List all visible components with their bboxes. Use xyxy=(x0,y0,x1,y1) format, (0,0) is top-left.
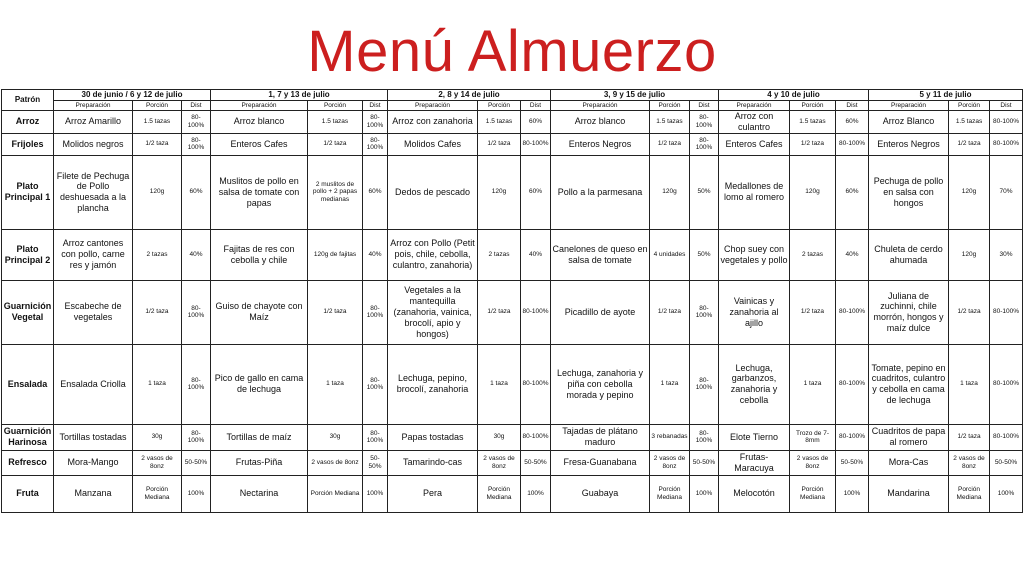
preparacion-cell: Medallones de lomo al romero xyxy=(719,155,790,229)
week-header: 30 de junio / 6 y 12 de julio xyxy=(54,90,211,101)
porcion-header: Porción xyxy=(478,101,521,111)
dist-cell: 80-100% xyxy=(990,133,1023,155)
porcion-header: Porción xyxy=(650,101,690,111)
dist-cell: 40% xyxy=(363,229,388,280)
porcion-cell: 1/2 taza xyxy=(308,133,363,155)
dist-cell: 100% xyxy=(182,475,211,512)
row-label: Plato Principal 2 xyxy=(2,229,54,280)
preparacion-cell: Tortillas de maíz xyxy=(211,424,308,450)
dist-cell: 80-100% xyxy=(990,424,1023,450)
porcion-cell: 30g xyxy=(133,424,182,450)
dist-cell: 80-100% xyxy=(836,344,869,424)
row-label: Fruta xyxy=(2,475,54,512)
menu-table xyxy=(1,89,1023,513)
preparacion-cell: Lechuga, zanahoria y piña con cebolla morada y pepino xyxy=(551,344,650,424)
page-title: Menú Almuerzo xyxy=(307,19,717,84)
porcion-cell: Porción Mediana xyxy=(478,475,521,512)
preparacion-cell: Melocotón xyxy=(719,475,790,512)
dist-cell: 60% xyxy=(521,155,551,229)
row-label: Arroz xyxy=(2,111,54,134)
preparacion-cell: Enteros Negros xyxy=(551,133,650,155)
preparacion-cell: Filete de Pechuga de Pollo deshuesada a la plancha xyxy=(54,155,133,229)
preparacion-cell: Enteros Cafes xyxy=(719,133,790,155)
dist-cell: 80-100% xyxy=(363,111,388,134)
porcion-cell: 1.5 tazas xyxy=(949,111,990,134)
preparacion-cell: Vegetales a la mantequilla (zanahoria, vainica, brocolí, apio y hongos) xyxy=(388,280,478,344)
row-label: Refresco xyxy=(2,450,54,475)
dist-cell: 60% xyxy=(182,155,211,229)
porcion-cell: 1/2 taza xyxy=(308,280,363,344)
porcion-cell: 4 unidades xyxy=(650,229,690,280)
dist-cell: 80-100% xyxy=(182,344,211,424)
column-header-row xyxy=(2,101,1023,111)
preparacion-cell: Molidos Cafes xyxy=(388,133,478,155)
porcion-cell: 2 vasos de 8onz xyxy=(949,450,990,475)
dist-cell: 80-100% xyxy=(690,280,719,344)
dist-cell: 80-100% xyxy=(363,133,388,155)
dist-header: Dist xyxy=(363,101,388,111)
preparacion-cell: Juliana de zuchinni, chile morrón, hongos y maíz dulce xyxy=(869,280,949,344)
porcion-cell: 1/2 taza xyxy=(478,280,521,344)
dist-cell: 60% xyxy=(836,111,869,134)
dist-cell: 80-100% xyxy=(836,424,869,450)
porcion-cell: Porción Mediana xyxy=(949,475,990,512)
dist-header: Dist xyxy=(182,101,211,111)
dist-cell: 100% xyxy=(363,475,388,512)
preparacion-cell: Fajitas de res con cebolla y chile xyxy=(211,229,308,280)
dist-cell: 60% xyxy=(836,155,869,229)
porcion-cell: 1 taza xyxy=(133,344,182,424)
dist-cell: 80-100% xyxy=(690,344,719,424)
dist-cell: 80-100% xyxy=(182,280,211,344)
preparacion-cell: Pechuga de pollo en salsa con hongos xyxy=(869,155,949,229)
menu-row xyxy=(2,344,1023,424)
dist-cell: 40% xyxy=(182,229,211,280)
week-header: 3, 9 y 15 de julio xyxy=(551,90,719,101)
dist-cell: 80-100% xyxy=(521,424,551,450)
preparacion-cell: Arroz blanco xyxy=(211,111,308,134)
preparacion-cell: Frutas-Piña xyxy=(211,450,308,475)
porcion-cell: 1/2 taza xyxy=(790,133,836,155)
preparacion-cell: Mora-Mango xyxy=(54,450,133,475)
porcion-cell: 120g xyxy=(133,155,182,229)
dist-cell: 70% xyxy=(990,155,1023,229)
dist-cell: 50-50% xyxy=(690,450,719,475)
preparacion-cell: Pera xyxy=(388,475,478,512)
dist-cell: 100% xyxy=(521,475,551,512)
dist-header: Dist xyxy=(836,101,869,111)
porcion-cell: 1/2 taza xyxy=(133,133,182,155)
week-header: 5 y 11 de julio xyxy=(869,90,1023,101)
dist-cell: 80-100% xyxy=(690,111,719,134)
porcion-cell: 1/2 taza xyxy=(949,133,990,155)
porcion-cell: Porción Mediana xyxy=(790,475,836,512)
preparacion-header: Preparación xyxy=(869,101,949,111)
porcion-cell: 1/2 taza xyxy=(790,280,836,344)
week-header-row xyxy=(2,90,1023,101)
porcion-cell: 1.5 tazas xyxy=(478,111,521,134)
dist-header: Dist xyxy=(990,101,1023,111)
porcion-cell: 120g xyxy=(790,155,836,229)
preparacion-header: Preparación xyxy=(388,101,478,111)
porcion-cell: Trozo de 7-8mm xyxy=(790,424,836,450)
porcion-cell: 30g xyxy=(308,424,363,450)
patron-header: Patrón xyxy=(2,90,54,111)
preparacion-cell: Pico de gallo en cama de lechuga xyxy=(211,344,308,424)
preparacion-cell: Canelones de queso en salsa de tomate xyxy=(551,229,650,280)
row-label: Frijoles xyxy=(2,133,54,155)
preparacion-cell: Picadillo de ayote xyxy=(551,280,650,344)
dist-cell: 50% xyxy=(690,229,719,280)
preparacion-cell: Enteros Negros xyxy=(869,133,949,155)
porcion-cell: 1 taza xyxy=(308,344,363,424)
dist-cell: 80-100% xyxy=(521,344,551,424)
dist-cell: 100% xyxy=(836,475,869,512)
preparacion-cell: Tajadas de plátano maduro xyxy=(551,424,650,450)
preparacion-cell: Tamarindo-cas xyxy=(388,450,478,475)
preparacion-cell: Ensalada Criolla xyxy=(54,344,133,424)
dist-cell: 50-50% xyxy=(182,450,211,475)
week-header: 4 y 10 de julio xyxy=(719,90,869,101)
porcion-cell: 1/2 taza xyxy=(949,280,990,344)
dist-cell: 50-50% xyxy=(990,450,1023,475)
preparacion-cell: Arroz con zanahoria xyxy=(388,111,478,134)
dist-cell: 60% xyxy=(363,155,388,229)
dist-cell: 30% xyxy=(990,229,1023,280)
porcion-cell: 1 taza xyxy=(790,344,836,424)
dist-cell: 80-100% xyxy=(990,111,1023,134)
dist-cell: 100% xyxy=(690,475,719,512)
dist-cell: 50-50% xyxy=(363,450,388,475)
porcion-cell: 2 tazas xyxy=(478,229,521,280)
row-label: Plato Principal 1 xyxy=(2,155,54,229)
preparacion-cell: Arroz con Pollo (Petit pois, chile, cebolla, culantro, zanahoria) xyxy=(388,229,478,280)
preparacion-cell: Cuadritos de papa al romero xyxy=(869,424,949,450)
porcion-cell: 1 taza xyxy=(949,344,990,424)
porcion-cell: 2 vasos de 8onz xyxy=(478,450,521,475)
porcion-cell: 120g de fajitas xyxy=(308,229,363,280)
porcion-cell: Porción Mediana xyxy=(650,475,690,512)
porcion-cell: 1.5 tazas xyxy=(650,111,690,134)
preparacion-cell: Papas tostadas xyxy=(388,424,478,450)
menu-row xyxy=(2,111,1023,134)
porcion-cell: 120g xyxy=(478,155,521,229)
dist-cell: 100% xyxy=(990,475,1023,512)
porcion-cell: Porción Mediana xyxy=(308,475,363,512)
porcion-cell: 1.5 tazas xyxy=(308,111,363,134)
preparacion-header: Preparación xyxy=(54,101,133,111)
dist-cell: 80-100% xyxy=(182,111,211,134)
preparacion-cell: Dedos de pescado xyxy=(388,155,478,229)
porcion-cell: 2 tazas xyxy=(790,229,836,280)
preparacion-cell: Guabaya xyxy=(551,475,650,512)
porcion-cell: 2 muslitos de pollo + 2 papas medianas xyxy=(308,155,363,229)
dist-cell: 80-100% xyxy=(690,424,719,450)
preparacion-header: Preparación xyxy=(211,101,308,111)
dist-cell: 40% xyxy=(521,229,551,280)
preparacion-cell: Elote Tierno xyxy=(719,424,790,450)
dist-cell: 80-100% xyxy=(182,424,211,450)
porcion-cell: 2 vasos de 8onz xyxy=(650,450,690,475)
preparacion-cell: Escabeche de vegetales xyxy=(54,280,133,344)
dist-header: Dist xyxy=(690,101,719,111)
preparacion-cell: Lechuga, garbanzos, zanahoria y cebolla xyxy=(719,344,790,424)
porcion-cell: 1/2 taza xyxy=(949,424,990,450)
preparacion-header: Preparación xyxy=(551,101,650,111)
porcion-cell: 1 taza xyxy=(650,344,690,424)
preparacion-cell: Muslitos de pollo en salsa de tomate con papas xyxy=(211,155,308,229)
porcion-header: Porción xyxy=(949,101,990,111)
preparacion-cell: Mora-Cas xyxy=(869,450,949,475)
row-label: Guarnición Harinosa xyxy=(2,424,54,450)
dist-cell: 80-100% xyxy=(182,133,211,155)
porcion-header: Porción xyxy=(133,101,182,111)
menu-row xyxy=(2,280,1023,344)
preparacion-cell: Manzana xyxy=(54,475,133,512)
porcion-cell: Porción Mediana xyxy=(133,475,182,512)
dist-cell: 60% xyxy=(521,111,551,134)
preparacion-cell: Guiso de chayote con Maíz xyxy=(211,280,308,344)
preparacion-cell: Vainicas y zanahoria al ajillo xyxy=(719,280,790,344)
dist-cell: 40% xyxy=(836,229,869,280)
preparacion-cell: Arroz Amarillo xyxy=(54,111,133,134)
row-label: Ensalada xyxy=(2,344,54,424)
porcion-cell: 2 vasos de 8onz xyxy=(133,450,182,475)
preparacion-cell: Chuleta de cerdo ahumada xyxy=(869,229,949,280)
porcion-cell: 2 vasos de 8onz xyxy=(308,450,363,475)
menu-row xyxy=(2,229,1023,280)
preparacion-cell: Mandarina xyxy=(869,475,949,512)
menu-row xyxy=(2,450,1023,475)
porcion-cell: 1.5 tazas xyxy=(790,111,836,134)
preparacion-cell: Arroz blanco xyxy=(551,111,650,134)
week-header: 2, 8 y 14 de julio xyxy=(388,90,551,101)
dist-cell: 50% xyxy=(690,155,719,229)
dist-header: Dist xyxy=(521,101,551,111)
porcion-cell: 1/2 taza xyxy=(133,280,182,344)
preparacion-header: Preparación xyxy=(719,101,790,111)
porcion-cell: 120g xyxy=(650,155,690,229)
preparacion-cell: Arroz Blanco xyxy=(869,111,949,134)
row-label: Guarnición Vegetal xyxy=(2,280,54,344)
porcion-cell: 1.5 tazas xyxy=(133,111,182,134)
preparacion-cell: Molidos negros xyxy=(54,133,133,155)
preparacion-cell: Frutas-Maracuya xyxy=(719,450,790,475)
porcion-cell: 1 taza xyxy=(478,344,521,424)
dist-cell: 80-100% xyxy=(836,133,869,155)
menu-body xyxy=(2,111,1023,513)
week-header: 1, 7 y 13 de julio xyxy=(211,90,388,101)
dist-cell: 80-100% xyxy=(990,344,1023,424)
preparacion-cell: Tortillas tostadas xyxy=(54,424,133,450)
dist-cell: 80-100% xyxy=(990,280,1023,344)
preparacion-cell: Pollo a la parmesana xyxy=(551,155,650,229)
preparacion-cell: Lechuga, pepino, brocolí, zanahoria xyxy=(388,344,478,424)
porcion-cell: 2 tazas xyxy=(133,229,182,280)
dist-cell: 50-50% xyxy=(836,450,869,475)
preparacion-cell: Arroz cantones con pollo, carne res y jamón xyxy=(54,229,133,280)
preparacion-cell: Tomate, pepino en cuadritos, culantro y cebolla en cama de lechuga xyxy=(869,344,949,424)
porcion-header: Porción xyxy=(308,101,363,111)
menu-row xyxy=(2,475,1023,512)
dist-cell: 80-100% xyxy=(363,344,388,424)
porcion-cell: 2 vasos de 8onz xyxy=(790,450,836,475)
preparacion-cell: Chop suey con vegetales y pollo xyxy=(719,229,790,280)
dist-cell: 80-100% xyxy=(363,280,388,344)
dist-cell: 50-50% xyxy=(521,450,551,475)
dist-cell: 80-100% xyxy=(690,133,719,155)
preparacion-cell: Enteros Cafes xyxy=(211,133,308,155)
dist-cell: 80-100% xyxy=(521,280,551,344)
preparacion-cell: Nectarina xyxy=(211,475,308,512)
dist-cell: 80-100% xyxy=(521,133,551,155)
menu-row xyxy=(2,424,1023,450)
preparacion-cell: Fresa-Guanabana xyxy=(551,450,650,475)
porcion-cell: 1/2 taza xyxy=(650,133,690,155)
porcion-cell: 30g xyxy=(478,424,521,450)
porcion-cell: 1/2 taza xyxy=(650,280,690,344)
preparacion-cell: Arroz con culantro xyxy=(719,111,790,134)
dist-cell: 80-100% xyxy=(836,280,869,344)
porcion-cell: 120g xyxy=(949,229,990,280)
porcion-cell: 1/2 taza xyxy=(478,133,521,155)
menu-row xyxy=(2,155,1023,229)
porcion-header: Porción xyxy=(790,101,836,111)
porcion-cell: 3 rebanadas xyxy=(650,424,690,450)
dist-cell: 80-100% xyxy=(363,424,388,450)
porcion-cell: 120g xyxy=(949,155,990,229)
menu-row xyxy=(2,133,1023,155)
